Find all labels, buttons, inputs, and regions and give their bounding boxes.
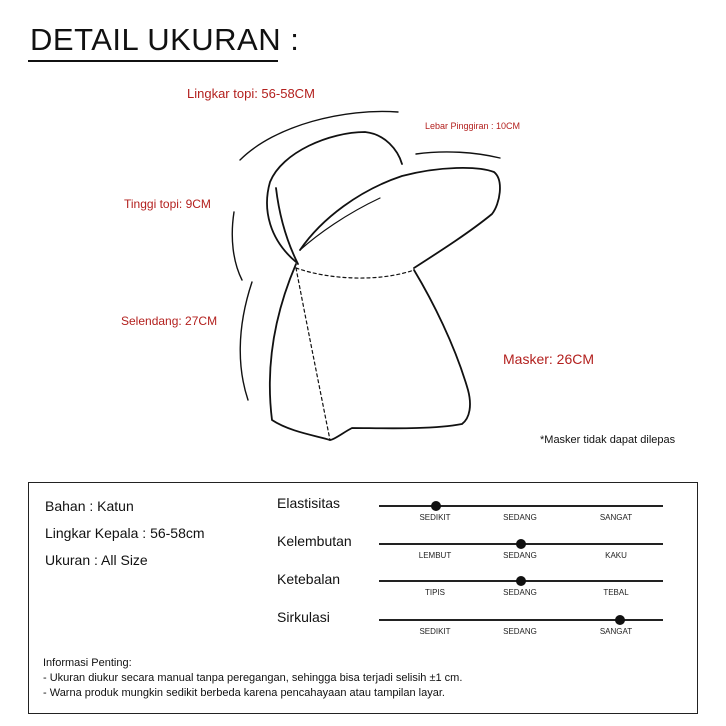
hat-with-neck-flap-drawing-icon: [232, 111, 500, 440]
metric-name: Sirkulasi: [277, 609, 330, 625]
metric-tick: SEDANG: [503, 627, 537, 636]
metric-tick: SEDANG: [503, 513, 537, 522]
label-lingkar-topi: Lingkar topi: 56-58CM: [187, 86, 315, 101]
metric-tick: SANGAT: [599, 627, 633, 636]
info-block: [43, 657, 462, 702]
metric-tick: SEDIKIT: [419, 513, 451, 522]
metric-tick: SEDANG: [503, 588, 537, 597]
metric-name: Ketebalan: [277, 571, 341, 587]
label-selendang: Selendang: 27CM: [121, 314, 218, 328]
metric-tick: SANGAT: [599, 513, 633, 522]
metric-tick: TEBAL: [603, 588, 629, 597]
spec-bahan: Bahan : Katun: [45, 498, 134, 514]
mask-note: *Masker tidak dapat dilepas: [540, 434, 676, 446]
metric-knob: [516, 576, 526, 586]
info-heading: Informasi Penting:: [43, 657, 132, 669]
spec-panel: [28, 482, 698, 714]
metric-knob: [516, 539, 526, 549]
info-item: - Ukuran diukur secara manual tanpa peregangan, sehingga bisa terjadi selisih ±1 cm.: [43, 672, 463, 684]
metric-tick: LEMBUT: [418, 551, 452, 560]
label-masker: Masker: 26CM: [503, 351, 595, 367]
metric-tick: KAKU: [605, 551, 627, 560]
spec-lingkar-kepala: Lingkar Kepala : 56-58cm: [45, 525, 205, 541]
metric-tick: SEDIKIT: [419, 627, 451, 636]
metric-name: Kelembutan: [277, 533, 352, 549]
metric-knob: [615, 615, 625, 625]
metric-knob: [431, 501, 441, 511]
label-tinggi-topi: Tinggi topi: 9CM: [124, 197, 211, 211]
metric-name: Elastisitas: [277, 495, 341, 511]
spec-ukuran: Ukuran : All Size: [45, 552, 148, 568]
metric-tick: TIPIS: [424, 588, 446, 597]
label-lebar-pinggiran: Lebar Pinggiran : 10CM: [425, 121, 521, 131]
page-title: DETAIL UKURAN :: [30, 22, 300, 57]
metric-track: [379, 505, 663, 507]
metric-tick: SEDANG: [503, 551, 537, 560]
info-item: - Warna produk mungkin sedikit berbeda karena pencahayaan atau tampilan layar.: [43, 687, 445, 699]
